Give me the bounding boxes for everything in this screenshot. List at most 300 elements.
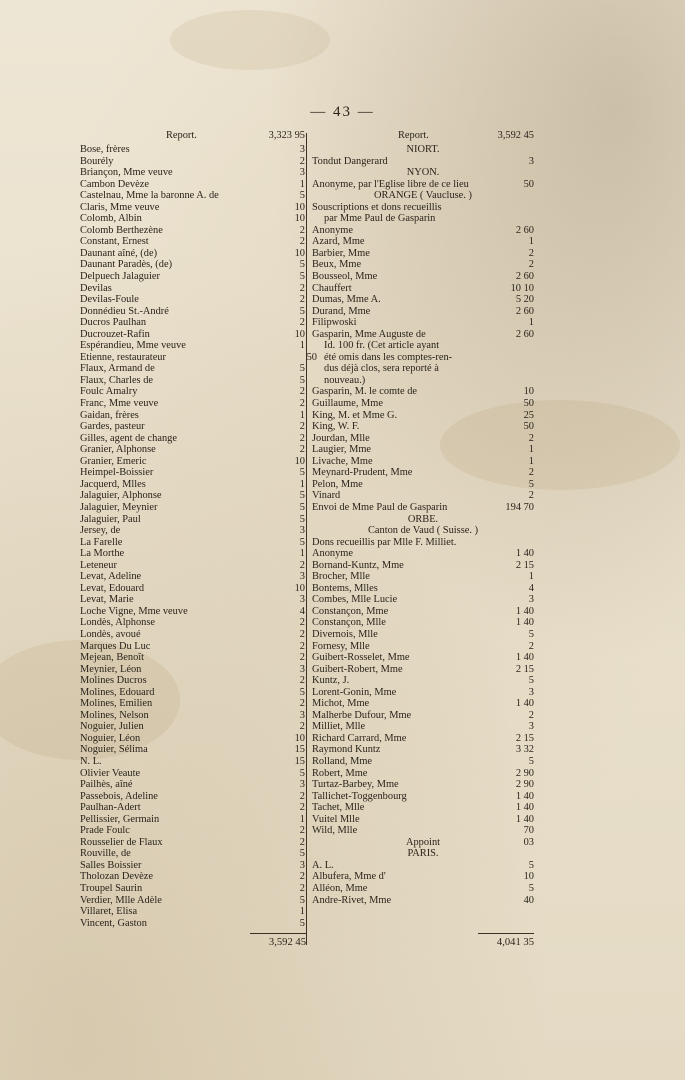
entry-amount: 2 60	[515, 224, 534, 236]
entry-name: Anonyme	[312, 224, 353, 236]
entry-name: Etienne, restaurateur	[80, 351, 166, 363]
list-item	[80, 179, 305, 191]
list-item	[312, 779, 534, 791]
list-item	[80, 502, 305, 514]
entry-amount: 2	[299, 802, 305, 814]
list-item	[80, 340, 305, 352]
list-item	[312, 271, 534, 283]
entry-name: Tondut Dangerard	[312, 155, 388, 167]
list-item	[312, 733, 534, 745]
entry-name: Michot, Mme	[312, 698, 370, 710]
list-item	[80, 236, 305, 248]
entry-amount: 5	[528, 478, 534, 490]
list-item	[312, 283, 534, 295]
list-item	[312, 768, 534, 780]
right-total: 4,041 35	[496, 937, 534, 948]
list-item	[80, 641, 305, 653]
list-item	[80, 906, 305, 918]
list-item	[80, 606, 305, 618]
list-item	[312, 629, 534, 641]
list-item	[312, 710, 534, 722]
entry-amount: 15	[294, 744, 305, 756]
entry-name: Vincent, Gaston	[80, 917, 147, 929]
entry-amount: 5	[528, 675, 534, 687]
entry-amount: 3	[299, 167, 305, 179]
list-item	[80, 386, 305, 398]
entry-name: Anonyme	[312, 548, 353, 560]
list-item	[80, 433, 305, 445]
entry-name: Wild, Mlle	[312, 825, 358, 837]
entry-amount: 50	[306, 351, 317, 363]
entry-amount: 2	[299, 628, 305, 640]
list-item	[80, 675, 305, 687]
entry-amount: 50	[523, 178, 534, 190]
entry-name: Raymond Kuntz	[312, 744, 381, 756]
entry-name: Briançon, Mme veuve	[80, 167, 173, 179]
list-item	[80, 837, 305, 849]
list-item	[312, 664, 534, 676]
entry-amount: 1 40	[515, 617, 534, 629]
entry-amount: 2	[299, 386, 305, 398]
list-item	[80, 363, 305, 375]
entry-amount: 10	[294, 582, 305, 594]
entry-name: Bousseol, Mme	[312, 271, 378, 283]
report-amount: 3,592 45	[497, 130, 534, 141]
list-item	[80, 733, 305, 745]
section-header	[312, 525, 534, 537]
entry-amount: 5	[528, 755, 534, 767]
list-item	[80, 329, 305, 341]
entry-name: Gasparin, M. le comte de	[312, 386, 418, 398]
entry-amount: 1 40	[515, 698, 534, 710]
entry-amount: 2	[299, 421, 305, 433]
entry-amount: 10	[523, 386, 534, 398]
entry-amount: 2	[299, 236, 305, 248]
entry-amount: 2	[299, 224, 305, 236]
entry-amount: 4	[299, 605, 305, 617]
list-item	[80, 825, 305, 837]
list-item	[80, 721, 305, 733]
entry-amount: 5	[299, 767, 305, 779]
entry-name: Levat, Adeline	[80, 571, 142, 583]
list-item	[312, 883, 534, 895]
section-title: Appoint	[405, 836, 441, 848]
entry-amount: 5	[299, 894, 305, 906]
list-item	[312, 363, 534, 375]
list-item	[312, 791, 534, 803]
entry-name: Dumas, Mme A.	[312, 294, 381, 306]
column-divider	[306, 133, 307, 945]
entry-name: Meynard-Prudent, Mme	[312, 467, 413, 479]
entry-name: Ducros Paulhan	[80, 317, 147, 329]
entry-amount: 2	[528, 432, 534, 444]
entry-amount: 2	[299, 883, 305, 894]
entry-amount: 50	[523, 398, 534, 410]
list-item	[80, 548, 305, 560]
entry-amount: 5	[299, 501, 305, 513]
entry-amount: 5	[528, 883, 534, 894]
entry-amount: 2	[299, 432, 305, 444]
entry-name: La Farelle	[80, 536, 123, 548]
list-item	[80, 294, 305, 306]
entry-amount: 3 32	[515, 744, 534, 756]
entry-name: Londès, Alphonse	[80, 617, 156, 629]
entry-amount: 5	[299, 305, 305, 317]
entry-name: Gilles, agent de change	[80, 432, 177, 444]
list-item	[312, 306, 534, 318]
entry-amount: 3	[528, 686, 534, 698]
list-item	[80, 594, 305, 606]
entry-name: Id. 100 fr. (Cet article ayant	[324, 340, 440, 352]
entry-name: King, W. F.	[312, 421, 360, 433]
entry-amount: 3	[299, 779, 305, 791]
entry-name: Robert, Mme	[312, 767, 368, 779]
list-item	[312, 744, 534, 756]
list-item	[80, 583, 305, 595]
section-header	[312, 514, 534, 526]
entry-name: Souscriptions et dons recueillis	[312, 201, 442, 213]
list-item	[312, 352, 534, 364]
entry-name: dus déjà clos, sera reporté à	[324, 363, 439, 375]
entry-amount: 2	[528, 467, 534, 479]
list-item	[80, 860, 305, 872]
entry-amount: 2 60	[515, 271, 534, 283]
entry-amount: 2	[299, 871, 305, 883]
report-row	[312, 130, 534, 144]
entry-name: Anonyme, par l'Eglise libre de ce lieu	[312, 178, 469, 190]
entry-name: Divernois, Mlle	[312, 628, 378, 640]
list-item	[80, 814, 305, 826]
entry-name: Bornand-Kuntz, Mme	[312, 559, 404, 571]
entry-amount: 5	[299, 848, 305, 860]
entry-name: Jacquerd, Mlles	[80, 478, 146, 490]
list-item	[80, 768, 305, 780]
entry-amount: 2	[299, 155, 305, 167]
entry-name: Londès, avoué	[80, 628, 141, 640]
entry-amount: 3	[299, 594, 305, 606]
list-item	[312, 756, 534, 768]
list-item	[312, 456, 534, 468]
list-item	[312, 698, 534, 710]
entry-amount: 194 70	[505, 501, 534, 513]
entry-amount: 3	[299, 859, 305, 871]
list-item	[80, 664, 305, 676]
entry-name: Beux, Mme	[312, 259, 362, 271]
entry-name: Turtaz-Barbey, Mme	[312, 779, 399, 791]
list-item	[80, 167, 305, 179]
list-item	[80, 271, 305, 283]
list-item	[80, 259, 305, 271]
entry-amount: 10	[294, 201, 305, 213]
entry-name: Verdier, Mlle Adèle	[80, 894, 162, 906]
list-item	[312, 259, 534, 271]
entry-amount: 1 40	[515, 605, 534, 617]
entry-name: Bontems, Mlles	[312, 582, 378, 594]
entry-name: nouveau.)	[324, 374, 366, 386]
entry-name: Salles Boissier	[80, 859, 142, 871]
entry-name: Granier, Alphonse	[80, 444, 156, 456]
entry-name: Combes, Mlle Lucie	[312, 594, 398, 606]
list-item	[312, 895, 534, 907]
list-item	[312, 825, 534, 837]
entry-amount: 2	[299, 444, 305, 456]
entry-amount: 10	[294, 328, 305, 340]
entry-name: Vinard	[312, 490, 341, 502]
entry-name: Dons recueillis par Mlle F. Milliet.	[312, 536, 457, 548]
entry-amount: 5 20	[515, 294, 534, 306]
list-item	[312, 329, 534, 341]
entry-amount: 1	[528, 444, 534, 456]
list-item	[312, 156, 534, 168]
list-item	[80, 410, 305, 422]
entry-name: Noguier, Sélima	[80, 744, 148, 756]
entry-name: Devilas-Foule	[80, 294, 139, 306]
entry-name: Levat, Marie	[80, 594, 134, 606]
entry-amount: 1 40	[515, 548, 534, 560]
entry-name: Barbier, Mme	[312, 247, 370, 259]
list-item	[80, 202, 305, 214]
list-item	[312, 802, 534, 814]
entry-name: Malherbe Dufour, Mme	[312, 709, 412, 721]
entry-name: La Morthe	[80, 548, 125, 560]
entry-name: Foulc Amalry	[80, 386, 138, 398]
entry-name: Brocher, Mlle	[312, 571, 370, 583]
entry-amount: 5	[299, 917, 305, 929]
entry-name: N. L.	[80, 755, 102, 767]
page-number: — 43 —	[310, 104, 375, 120]
entry-name: Rousselier de Flaux	[80, 836, 163, 848]
entry-amount: 5	[299, 686, 305, 698]
list-item	[312, 490, 534, 502]
entry-amount: 2 15	[515, 663, 534, 675]
entry-name: Ducrouzet-Rafin	[80, 328, 150, 340]
entry-name: A. L.	[312, 859, 334, 871]
list-item	[80, 687, 305, 699]
entry-amount: 5	[299, 490, 305, 502]
entry-name: Jalaguier, Alphonse	[80, 490, 162, 502]
entry-amount: 2 90	[515, 779, 534, 791]
entry-name: Levat, Edouard	[80, 582, 145, 594]
entry-amount: 70	[523, 825, 534, 837]
entry-name: Heimpel-Boissier	[80, 467, 154, 479]
entry-amount: 1 40	[515, 790, 534, 802]
entry-name: Marques Du Luc	[80, 640, 151, 652]
entry-name: Rouville, de	[80, 848, 131, 860]
entry-name: Colomb Berthezène	[80, 224, 163, 236]
entry-amount: 1	[299, 340, 305, 352]
entry-name: Envoi de Mme Paul de Gasparin	[312, 501, 448, 513]
entry-amount: 1	[528, 455, 534, 467]
section-header	[312, 848, 534, 860]
entry-amount: 4	[528, 582, 534, 594]
entry-name: Andre-Rivet, Mme	[312, 894, 392, 906]
list-item	[312, 213, 534, 225]
entry-name: Delpuech Jalaguier	[80, 271, 160, 283]
entry-amount: 3	[299, 709, 305, 721]
list-item	[312, 479, 534, 491]
section-title: Canton de Vaud ( Suisse. )	[367, 525, 479, 537]
list-item	[312, 340, 534, 352]
section-header	[312, 167, 534, 179]
list-item	[80, 883, 305, 895]
entry-amount: 3	[528, 594, 534, 606]
list-item	[312, 179, 534, 191]
entry-amount: 1	[299, 548, 305, 560]
list-item	[312, 548, 534, 560]
list-item	[312, 386, 534, 398]
list-item	[312, 594, 534, 606]
entry-name: Richard Carrard, Mme	[312, 732, 407, 744]
total-rule	[250, 933, 306, 934]
left-column	[80, 130, 317, 929]
entry-name: Rolland, Mme	[312, 755, 373, 767]
entry-name: Constançon, Mme	[312, 605, 389, 617]
list-item	[312, 537, 534, 549]
entry-amount: 2 90	[515, 767, 534, 779]
entry-amount: 10 10	[510, 282, 534, 294]
list-item	[80, 375, 305, 387]
list-item	[80, 756, 305, 768]
entry-name: Gaidan, frères	[80, 409, 139, 421]
entry-amount: 2	[299, 617, 305, 629]
entry-name: Jalaguier, Meynier	[80, 501, 158, 513]
list-item	[80, 144, 305, 156]
entry-amount: 03	[523, 836, 534, 848]
entry-amount: 2	[299, 675, 305, 687]
entry-name: Jourdan, Mlle	[312, 432, 370, 444]
entry-name: Espérandieu, Mme veuve	[80, 340, 186, 352]
entry-amount: 2	[299, 559, 305, 571]
entry-name: Loche Vigne, Mme veuve	[80, 605, 188, 617]
list-item	[312, 248, 534, 260]
entry-name: Kuntz, J.	[312, 675, 350, 687]
list-item	[312, 410, 534, 422]
entry-name: Pellissier, Germain	[80, 813, 160, 825]
entry-amount: 1	[299, 178, 305, 190]
entry-name: Molines, Nelson	[80, 709, 149, 721]
entry-amount: 1 40	[515, 813, 534, 825]
entry-name: Constançon, Mlle	[312, 617, 386, 629]
entry-name: King, M. et Mme G.	[312, 409, 398, 421]
entry-amount: 10	[294, 247, 305, 259]
list-item	[80, 490, 305, 502]
entry-amount: 2	[299, 294, 305, 306]
list-item	[312, 721, 534, 733]
entry-name: Molines, Edouard	[80, 686, 155, 698]
list-item	[312, 421, 534, 433]
entry-amount: 2	[299, 640, 305, 652]
entry-name: Chauffert	[312, 282, 352, 294]
list-item	[80, 652, 305, 664]
list-item	[312, 225, 534, 237]
entry-name: Alléon, Mme	[312, 883, 368, 894]
entry-amount: 5	[299, 363, 305, 375]
entry-amount: 5	[299, 513, 305, 525]
entry-amount: 5	[528, 859, 534, 871]
list-item	[80, 895, 305, 907]
entry-name: Jersey, de	[80, 525, 121, 537]
entry-amount: 2	[299, 836, 305, 848]
entry-amount: 2	[299, 698, 305, 710]
list-item	[312, 502, 534, 514]
list-item	[312, 398, 534, 410]
entry-amount: 2	[299, 317, 305, 329]
list-item	[80, 225, 305, 237]
entry-amount: 2	[528, 490, 534, 502]
entry-name: Molines, Emilien	[80, 698, 153, 710]
entry-name: Gasparin, Mme Auguste de	[312, 328, 426, 340]
entry-name: Troupel Saurin	[80, 883, 143, 894]
entry-name: Livache, Mme	[312, 455, 373, 467]
entry-amount: 5	[299, 374, 305, 386]
entry-name: Flaux, Armand de	[80, 363, 155, 375]
list-item	[80, 190, 305, 202]
entry-amount: 5	[299, 536, 305, 548]
entry-amount: 1	[528, 317, 534, 329]
entry-amount: 3	[528, 721, 534, 733]
list-item	[312, 236, 534, 248]
entry-amount: 50	[523, 421, 534, 433]
entry-amount: 2 60	[515, 305, 534, 317]
entry-amount: 3	[299, 571, 305, 583]
list-item	[80, 444, 305, 456]
list-item	[312, 687, 534, 699]
entry-name: Guibert-Robert, Mme	[312, 663, 403, 675]
list-item	[80, 514, 305, 526]
entry-amount: 1	[299, 813, 305, 825]
section-header	[312, 144, 534, 156]
entry-name: Molines Ducros	[80, 675, 147, 687]
entry-amount: 3	[299, 663, 305, 675]
entry-amount: 2 15	[515, 732, 534, 744]
entry-name: Lorent-Gonin, Mme	[312, 686, 397, 698]
entry-name: Filipwoski	[312, 317, 357, 329]
entry-name: par Mme Paul de Gasparin	[324, 213, 436, 225]
entry-name: Bose, frères	[80, 144, 130, 155]
entry-amount: 2 15	[515, 559, 534, 571]
list-item	[80, 456, 305, 468]
list-item	[80, 467, 305, 479]
list-item	[80, 617, 305, 629]
entry-amount: 10	[294, 732, 305, 744]
entry-name: Tachet, Mlle	[312, 802, 365, 814]
list-item	[80, 156, 305, 168]
entry-name: Flaux, Charles de	[80, 374, 154, 386]
section-title: NYON.	[406, 167, 440, 179]
entry-name: Prade Foulc	[80, 825, 130, 837]
entry-name: Daunant Paradès, (de)	[80, 259, 173, 271]
list-item	[80, 802, 305, 814]
list-item	[80, 871, 305, 883]
entry-name: Cambon Devèze	[80, 178, 149, 190]
entry-amount: 5	[299, 271, 305, 283]
list-item	[312, 444, 534, 456]
list-item	[80, 918, 305, 930]
entry-amount: 5	[299, 190, 305, 202]
entry-amount: 2	[299, 398, 305, 410]
entry-name: Pailhès, aîné	[80, 779, 133, 791]
entry-name: Vuitel Mlle	[312, 813, 360, 825]
entry-name: Daunant aîné, (de)	[80, 247, 158, 259]
entry-amount: 1	[299, 478, 305, 490]
entry-amount: 2	[299, 721, 305, 733]
list-item	[80, 317, 305, 329]
entry-name: Constant, Ernest	[80, 236, 149, 248]
list-item	[312, 560, 534, 572]
entry-name: Pelon, Mme	[312, 478, 363, 490]
list-item	[80, 306, 305, 318]
entry-amount: 5	[299, 467, 305, 479]
